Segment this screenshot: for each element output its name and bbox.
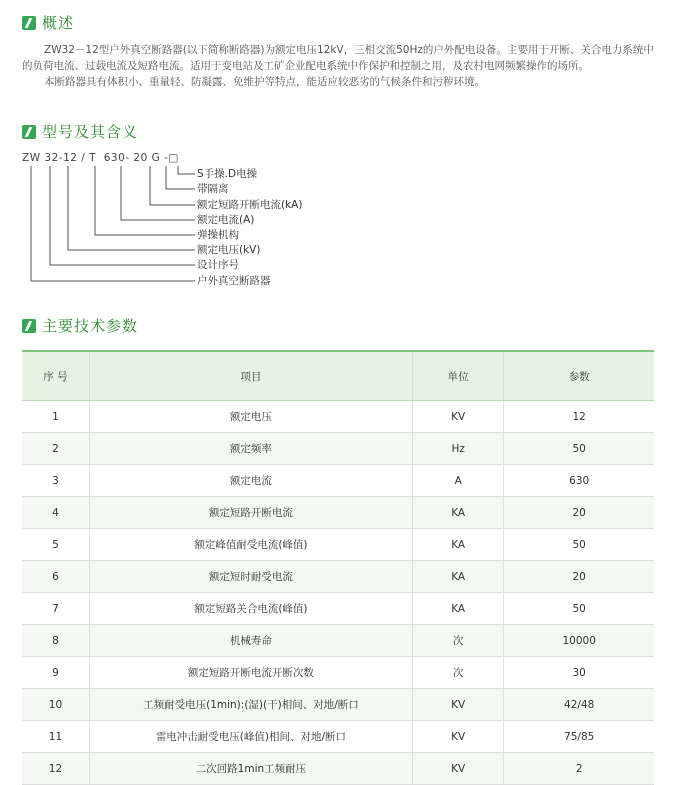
cell-item: 额定峰值耐受电流(峰值) bbox=[89, 529, 412, 561]
cell-value: 75/85 bbox=[504, 721, 654, 753]
overview-heading bbox=[22, 12, 74, 33]
cell-value: 12 bbox=[504, 401, 654, 433]
cell-unit: KV bbox=[412, 721, 503, 753]
header-index: 序 号 bbox=[22, 351, 89, 401]
cell-item: 额定电压 bbox=[89, 401, 412, 433]
cell-value: 20 bbox=[504, 561, 654, 593]
table-row bbox=[22, 561, 654, 593]
cell-item: 额定短路开断电流开断次数 bbox=[89, 657, 412, 689]
cell-index: 2 bbox=[22, 433, 89, 465]
cell-value: 30 bbox=[504, 657, 654, 689]
cell-value: 20 bbox=[504, 497, 654, 529]
cell-value: 50 bbox=[504, 529, 654, 561]
params-heading bbox=[22, 315, 138, 336]
cell-value: 42/48 bbox=[504, 689, 654, 721]
legend-item: 额定短路开断电流(kA) bbox=[197, 199, 303, 211]
cell-index: 7 bbox=[22, 593, 89, 625]
cell-item: 额定短路关合电流(峰值) bbox=[89, 593, 412, 625]
cell-item: 雷电冲击耐受电压(峰值)相间、对地/断口 bbox=[89, 721, 412, 753]
params-title: 主要技术参数 bbox=[42, 317, 139, 335]
cell-item: 机械寿命 bbox=[89, 625, 412, 657]
legend-item: 额定电流(A) bbox=[197, 214, 255, 226]
params-table bbox=[22, 350, 654, 785]
cell-index: 12 bbox=[22, 753, 89, 785]
cell-unit: KA bbox=[412, 497, 503, 529]
leaf-icon bbox=[22, 125, 36, 139]
table-header-row bbox=[22, 351, 654, 401]
cell-index: 6 bbox=[22, 561, 89, 593]
table-row bbox=[22, 625, 654, 657]
cell-item: 工频耐受电压(1min):(湿)(干)相间、对地/断口 bbox=[89, 689, 412, 721]
model-title: 型号及其含义 bbox=[42, 123, 139, 141]
cell-value: 2 bbox=[504, 753, 654, 785]
cell-unit: 次 bbox=[412, 657, 503, 689]
legend-item: 弹操机构 bbox=[197, 229, 239, 241]
cell-value: 50 bbox=[504, 593, 654, 625]
header-item: 项目 bbox=[89, 351, 412, 401]
overview-paragraph-1: ZW32－12型户外真空断路器(以下简称断路器)为额定电压12kV，三相交流50Hz的户外配电设备。主要用于开断、关合电力系统中的负荷电流、过载电流及短路电流。适用于变电站及工矿企业配电系统中作保护和控制之用，及农村电网频繁操作的场所。 bbox=[22, 44, 654, 72]
cell-index: 10 bbox=[22, 689, 89, 721]
cell-unit: A bbox=[412, 465, 503, 497]
cell-unit: Hz bbox=[412, 433, 503, 465]
overview-paragraph-2: 本断路器具有体积小、重量轻、防凝露、免维护等特点，能适应较恶劣的气候条件和污秽环境。 bbox=[44, 76, 485, 88]
model-code: ZW 32-12 / T 630- 20 G -□ bbox=[22, 152, 179, 164]
cell-value: 630 bbox=[504, 465, 654, 497]
legend-item: 带隔离 bbox=[197, 183, 229, 195]
overview-title: 概述 bbox=[42, 14, 75, 32]
cell-item: 额定短路开断电流 bbox=[89, 497, 412, 529]
legend-item: 户外真空断路器 bbox=[197, 275, 271, 287]
cell-unit: 次 bbox=[412, 625, 503, 657]
cell-unit: KA bbox=[412, 593, 503, 625]
cell-unit: KA bbox=[412, 529, 503, 561]
leaf-icon bbox=[22, 16, 36, 30]
cell-unit: KV bbox=[412, 689, 503, 721]
leaf-icon bbox=[22, 319, 36, 333]
table-row bbox=[22, 593, 654, 625]
cell-unit: KV bbox=[412, 753, 503, 785]
cell-item: 二次回路1min工频耐压 bbox=[89, 753, 412, 785]
cell-index: 9 bbox=[22, 657, 89, 689]
cell-index: 3 bbox=[22, 465, 89, 497]
cell-item: 额定电流 bbox=[89, 465, 412, 497]
cell-value: 10000 bbox=[504, 625, 654, 657]
table-row bbox=[22, 433, 654, 465]
legend-item: S手操.D电操 bbox=[197, 168, 258, 180]
header-unit: 单位 bbox=[412, 351, 503, 401]
table-row bbox=[22, 401, 654, 433]
cell-unit: KV bbox=[412, 401, 503, 433]
cell-index: 4 bbox=[22, 497, 89, 529]
table-row bbox=[22, 753, 654, 785]
table-row bbox=[22, 657, 654, 689]
cell-index: 1 bbox=[22, 401, 89, 433]
overview-text bbox=[22, 42, 662, 90]
legend-item: 设计序号 bbox=[197, 259, 239, 271]
cell-index: 8 bbox=[22, 625, 89, 657]
cell-unit: KA bbox=[412, 561, 503, 593]
cell-index: 11 bbox=[22, 721, 89, 753]
table-row bbox=[22, 465, 654, 497]
cell-index: 5 bbox=[22, 529, 89, 561]
cell-value: 50 bbox=[504, 433, 654, 465]
table-row bbox=[22, 497, 654, 529]
cell-item: 额定短时耐受电流 bbox=[89, 561, 412, 593]
legend-item: 额定电压(kV) bbox=[197, 244, 261, 256]
cell-item: 额定频率 bbox=[89, 433, 412, 465]
header-value: 参数 bbox=[504, 351, 654, 401]
table-row bbox=[22, 721, 654, 753]
table-row bbox=[22, 689, 654, 721]
table-row bbox=[22, 529, 654, 561]
model-heading bbox=[22, 121, 138, 142]
